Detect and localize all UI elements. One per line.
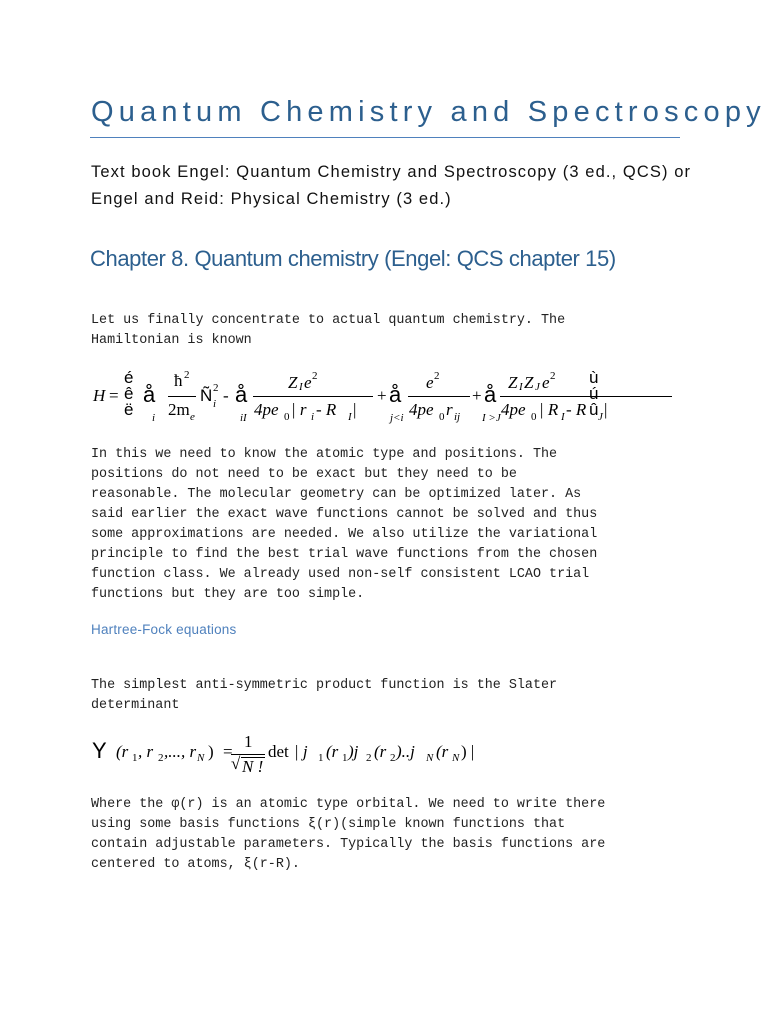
eq-den1-abs-close: | bbox=[353, 400, 357, 419]
textbook-line-1: Text book Engel: Quantum Chemistry and Spectroscopy (3 ed., QCS) or bbox=[91, 163, 692, 181]
eq-slater-b2argsub: 2 bbox=[390, 752, 396, 764]
eq-nabla-sup: 2 bbox=[213, 382, 219, 394]
eq-slater-b1arg: (r bbox=[326, 742, 339, 761]
eq-slater-bNclose: ) | bbox=[461, 742, 475, 761]
eq-slater-body: | j bbox=[294, 742, 308, 761]
eq-den3-close: | bbox=[604, 400, 608, 419]
para2-line: function class. We already used non-self consistent LCAO trial bbox=[91, 567, 590, 582]
para4-line: using some basis functions ξ(r)(simple known functions that bbox=[91, 817, 566, 832]
eq-me-sub: e bbox=[190, 411, 195, 423]
document-title: Quantum Chemistry and Spectroscopy bbox=[91, 96, 766, 128]
eq-den1-R-sub: I bbox=[348, 411, 352, 423]
eq-ZZ-I: I bbox=[519, 381, 523, 393]
eq-slater-b1: 1 bbox=[318, 752, 324, 764]
eq-den1-zero: 0 bbox=[284, 411, 290, 423]
eq-minus-1: - bbox=[223, 386, 229, 405]
eq-frac-bar-4 bbox=[500, 396, 672, 397]
textbook-reference bbox=[91, 159, 691, 213]
eq-slater-bNargsub: N bbox=[452, 752, 460, 764]
eq-den3-R1: | R bbox=[539, 400, 559, 419]
eq-equals: = bbox=[109, 386, 119, 405]
eq-nabla-sub: i bbox=[213, 398, 217, 410]
eq-e2-num-sup: 2 bbox=[434, 370, 440, 382]
para3-line: determinant bbox=[91, 698, 180, 713]
eq-sum-4-index: I >J bbox=[482, 412, 501, 424]
eq-ZI-sub: I bbox=[299, 381, 303, 393]
eq-den2-zero: 0 bbox=[439, 411, 445, 423]
eq-sum-3: å bbox=[389, 382, 402, 407]
eq-sum-3-index: j<i bbox=[390, 412, 404, 424]
para2-line: reasonable. The molecular geometry can be optimized later. As bbox=[91, 487, 582, 502]
eq-psi-s1: 1 bbox=[132, 752, 138, 764]
eq-sum-1: å bbox=[143, 382, 156, 407]
chapter-heading: Chapter 8. Quantum chemistry (Engel: QCS chapter 15) bbox=[90, 246, 616, 271]
eq-psi-dots: ,..., r bbox=[164, 742, 197, 761]
eq-bracket-right-bottom: û bbox=[589, 400, 599, 419]
intro-line-2: Hamiltonian is known bbox=[91, 333, 252, 348]
eq-den1-minus-R: - R bbox=[316, 400, 337, 419]
para2-line: positions do not need to be exact but they need to be bbox=[91, 467, 517, 482]
eq-sum-2: å bbox=[235, 382, 248, 407]
para4-line: Where the φ(r) is an atomic type orbital. We need to write there bbox=[91, 797, 606, 812]
eq-den2-4pe: 4pe bbox=[409, 400, 434, 419]
para2-line: said earlier the exact wave functions cannot be solved and thus bbox=[91, 507, 598, 522]
eq-ZZ-J: J bbox=[535, 381, 540, 393]
para2-line: principle to find the best trial wave functions from the chosen bbox=[91, 547, 598, 562]
hamiltonian-equation bbox=[90, 368, 610, 430]
eq-nabla: Ñ bbox=[200, 386, 213, 405]
eq-psi-args: (r bbox=[116, 742, 129, 761]
eq-frac-bar-2 bbox=[253, 396, 373, 397]
eq-den3-R-I: I bbox=[561, 411, 565, 423]
para3-line: The simplest anti-symmetric product function is the Slater bbox=[91, 678, 558, 693]
eq-slater-b2arg: (r bbox=[374, 742, 387, 761]
intro-paragraph bbox=[91, 311, 691, 351]
eq-slater-sqrtN: N ! bbox=[242, 757, 264, 776]
eq-plus-1: + bbox=[377, 386, 387, 405]
eq-slater-det: det bbox=[268, 742, 289, 761]
paragraph-slater-intro bbox=[91, 676, 691, 716]
para4-line: centered to atoms, ξ(r-R). bbox=[91, 857, 300, 872]
intro-line-1: Let us finally concentrate to actual quantum chemistry. The bbox=[91, 313, 566, 328]
eq-hbar: ħ bbox=[174, 371, 183, 390]
eq-hbar-sup: 2 bbox=[184, 369, 190, 381]
eq-slater-bNarg: (r bbox=[436, 742, 449, 761]
eq-ZZ-e-sup: 2 bbox=[550, 370, 556, 382]
eq-frac-bar-1 bbox=[168, 396, 196, 397]
eq-den1-r-sub: i bbox=[311, 411, 315, 423]
eq-den1-abs-r: | r bbox=[291, 400, 307, 419]
paragraph-basis-functions bbox=[91, 795, 691, 875]
eq-slater-equals: = bbox=[223, 742, 233, 761]
eq-H: H bbox=[93, 386, 106, 405]
eq-psi-s2: 2 bbox=[158, 752, 164, 764]
eq-den3-zero: 0 bbox=[531, 411, 537, 423]
eq-sum-1-index: i bbox=[152, 412, 156, 424]
eq-bracket-right-mid: ú bbox=[589, 384, 599, 403]
eq-slater-b2: 2 bbox=[366, 752, 372, 764]
slater-equation bbox=[92, 732, 512, 780]
eq-sum-2-index: iI bbox=[240, 412, 247, 424]
eq-plus-2: + bbox=[472, 386, 482, 405]
section-subheading: Hartree-Fock equations bbox=[91, 622, 237, 637]
eq-slater-one: 1 bbox=[244, 732, 253, 751]
eq-ZZ-e: e bbox=[542, 373, 550, 392]
eq-den2-r: r bbox=[446, 400, 453, 419]
eq-ZZ-Z2: Z bbox=[524, 373, 534, 392]
eq-sum-4: å bbox=[484, 382, 497, 407]
eq-psi-comma1: , r bbox=[138, 742, 154, 761]
eq-e2-num: e bbox=[426, 373, 434, 392]
para2-line: In this we need to know the atomic type and positions. The bbox=[91, 447, 558, 462]
para2-line: functions but they are too simple. bbox=[91, 587, 365, 602]
textbook-line-2: Engel and Reid: Physical Chemistry (3 ed.) bbox=[91, 190, 452, 208]
eq-psi: Y bbox=[92, 738, 107, 763]
paragraph-atomic-positions bbox=[91, 445, 691, 605]
eq-den3-4pe: 4pe bbox=[501, 400, 526, 419]
eq-bracket-left-top: é bbox=[124, 368, 134, 387]
eq-slater-b2close: )..j bbox=[396, 742, 415, 761]
eq-bracket-right-top: ù bbox=[589, 368, 599, 387]
para4-line: contain adjustable parameters. Typically the basis functions are bbox=[91, 837, 606, 852]
eq-slater-sqrt-sign: √ bbox=[231, 754, 241, 773]
eq-ZI-e-sup: 2 bbox=[312, 370, 318, 382]
eq-slater-b1argsub: 1 bbox=[342, 752, 348, 764]
eq-ZI-e: e bbox=[304, 373, 312, 392]
eq-bracket-left-mid: ê bbox=[124, 384, 134, 403]
eq-den1-4pe: 4pe bbox=[254, 400, 279, 419]
eq-ZI: Z bbox=[288, 373, 298, 392]
eq-den2-r-sub: ij bbox=[454, 411, 461, 423]
eq-frac-bar-3 bbox=[408, 396, 470, 397]
eq-slater-b1close: )j bbox=[348, 742, 359, 761]
eq-den3-minus: - R bbox=[566, 400, 587, 419]
eq-den3-R-J: J bbox=[598, 411, 603, 423]
eq-psi-close: ) bbox=[208, 742, 214, 761]
eq-psi-sN: N bbox=[197, 752, 205, 764]
para2-line: some approximations are needed. We also utilize the variational bbox=[91, 527, 598, 542]
eq-slater-bN: N bbox=[426, 752, 434, 764]
eq-ZZ-Z1: Z bbox=[508, 373, 518, 392]
eq-2m: 2m bbox=[168, 400, 190, 419]
title-underline bbox=[90, 137, 680, 138]
eq-bracket-left-bottom: ë bbox=[124, 400, 134, 419]
